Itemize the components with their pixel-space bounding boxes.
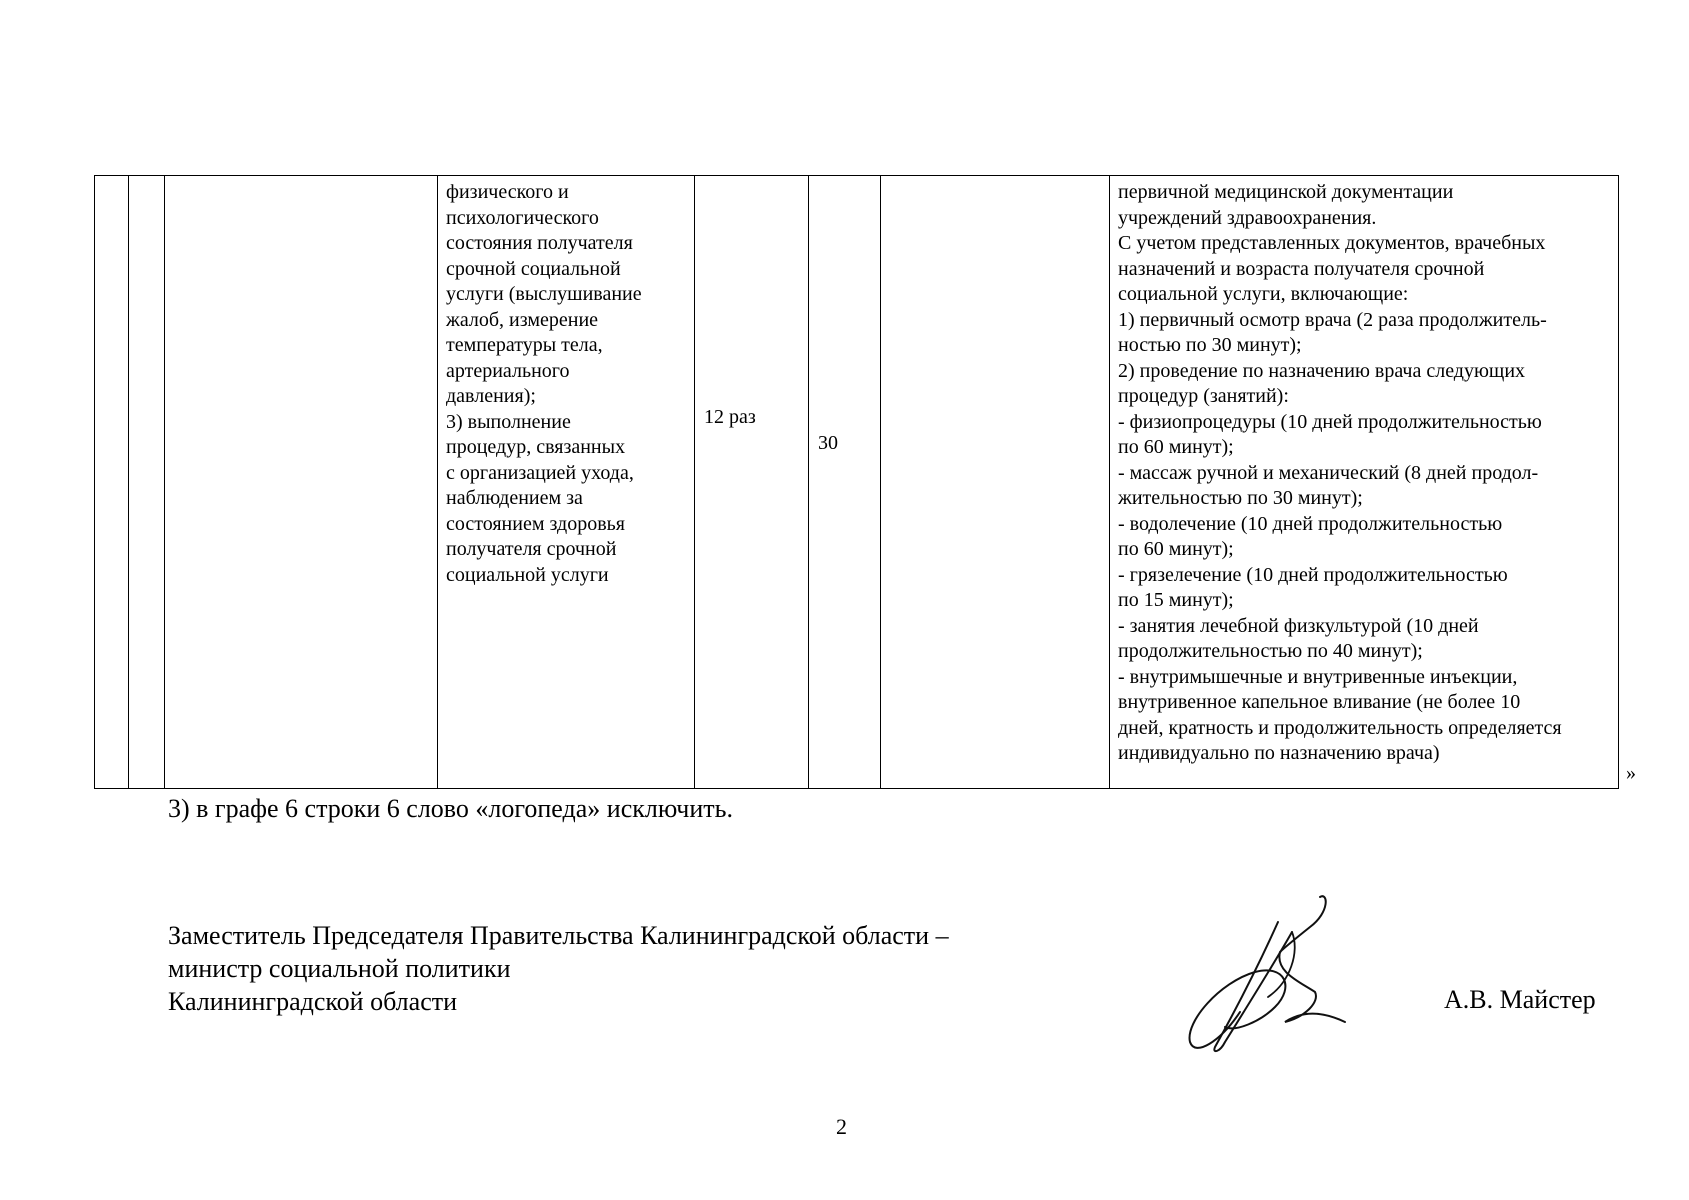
service-description-text: физического и психологического состояния получателя срочной социальной услуги (выслушивание жалоб, измерение температуры тела, артериального давления); 3) выполнение процедур, связанных с организацией ухода, наблюдением за состоянием здоровья получателя срочной социальной услуги xyxy=(446,181,642,586)
table-cell-count xyxy=(695,176,809,789)
signatory-line-2: министр социальной политики xyxy=(168,954,511,983)
table-cell-col1 xyxy=(95,176,129,789)
table-cell-procedures xyxy=(1110,176,1619,789)
closing-quote: » xyxy=(1626,762,1636,784)
amendment-text: 3) в графе 6 строки 6 слово «логопеда» исключить. xyxy=(168,794,733,823)
table-cell-service-description xyxy=(438,176,695,789)
signatory-line-1: Заместитель Председателя Правительства Калининградской области – xyxy=(168,921,949,950)
page-number: 2 xyxy=(836,1114,847,1139)
table-cell-col2 xyxy=(129,176,165,789)
table-cell-minutes xyxy=(809,176,881,789)
service-minutes-text: 30 xyxy=(818,432,838,454)
procedures-text: первичной медицинской документации учреждений здравоохранения. С учетом представленных документов, врачебных назначений и возраста получателя срочной социальной услуги, включающие: 1) первичный осмотр врача (2 раза продолжитель- ностью по 30 минут); 2) проведение по назначению врача следующих процедур (занятий): - физиопроцедуры (10 дней продолжительностью по 60 минут); - массаж ручной и механический (8 дней продол- жительностью по 30 минут); - водолечение (10 дней продолжительностью по 60 минут); - грязелечение (10 дней продолжительностью по 15 минут); - занятия лечебной физкультурой (10 дней продолжительностью по 40 минут); - внутримышечные и внутривенные инъекции, внутривенное капельное вливание (не более 10 дней, кратность и продолжительность определяется индивидуально по назначению врача) xyxy=(1118,181,1562,764)
handwritten-signature xyxy=(1180,892,1370,1057)
services-table xyxy=(94,175,1619,789)
signer-name: А.В. Майстер xyxy=(1444,985,1596,1014)
signatory-line-3: Калининградской области xyxy=(168,987,458,1016)
table-row xyxy=(95,176,1619,789)
table-cell-col7 xyxy=(881,176,1110,789)
signatory-title xyxy=(168,919,949,1018)
table-cell-col3 xyxy=(165,176,438,789)
service-count-text: 12 раз xyxy=(704,406,756,428)
